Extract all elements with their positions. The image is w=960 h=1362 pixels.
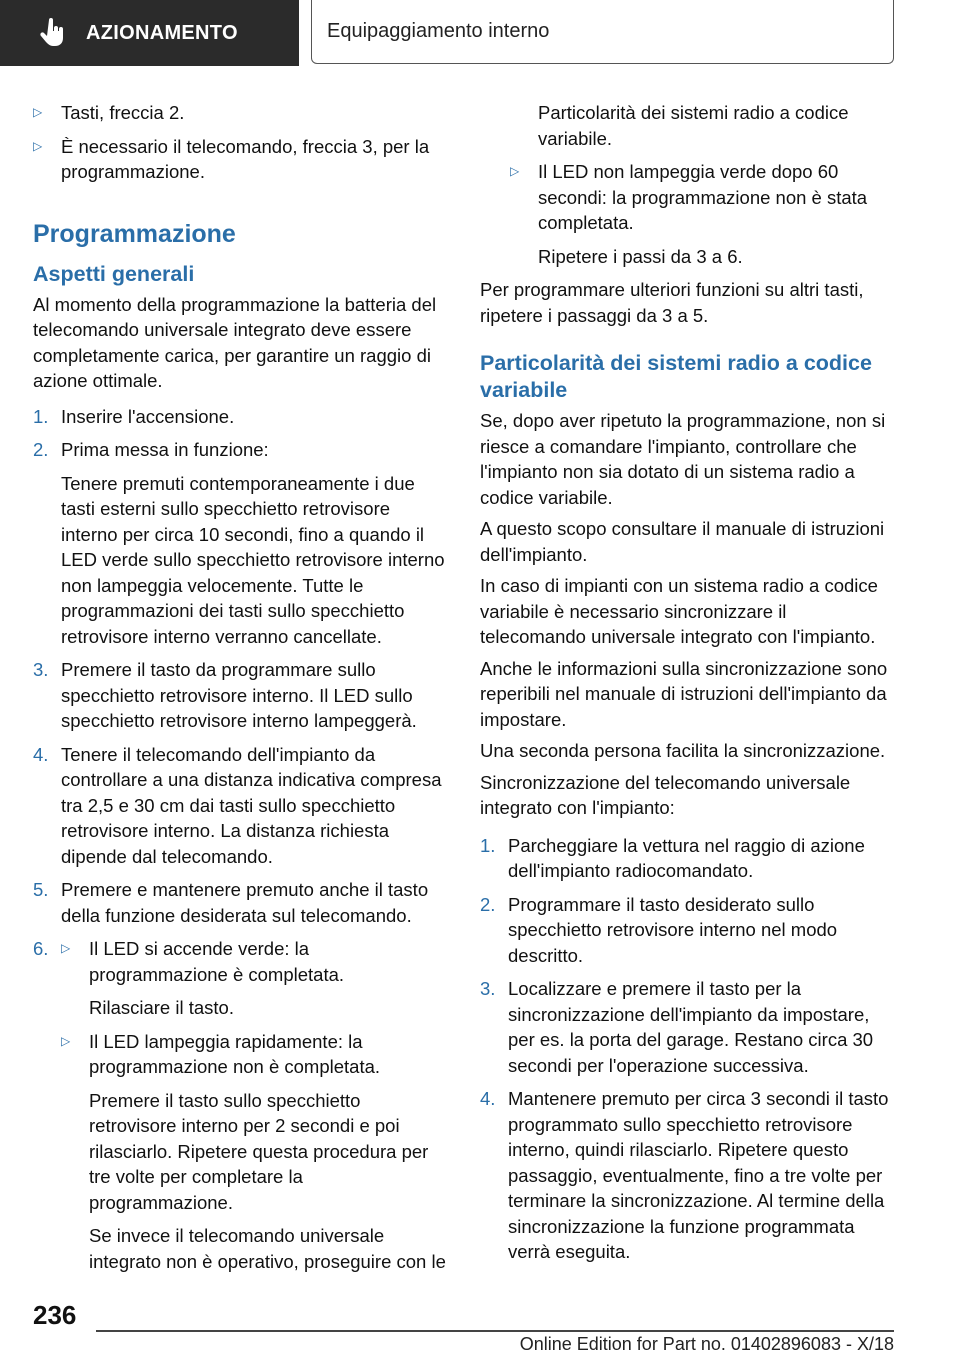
chapter-title: Equipaggiamento interno <box>327 20 550 42</box>
step-text: Mantenere premuto per circa 3 secondi il tasto programmato sullo specchietto retrovisore interno, quindi rilasciarlo. Ripetere questo passaggio, eventualmente, fino a tre volte per terminare la sincronizzazione. Al termine della sincronizzazione la funzione programmata verrà eseguita. <box>508 1088 889 1262</box>
step-text: Programmare il tasto desiderato sullo specchietto retrovisore interno nel modo descritto. <box>508 893 838 966</box>
list-item <box>33 936 449 1282</box>
paragraph: Al momento della programmazione la batteria del telecomando universale integrato deve essere completamente carica, per garantire un raggio di azione ottimale. <box>33 293 437 391</box>
list-item <box>33 100 449 126</box>
step-number: 1. <box>480 834 496 856</box>
list-item <box>480 976 896 1078</box>
step-number: 2. <box>33 439 49 460</box>
step-number: 3. <box>33 659 49 680</box>
list-item <box>510 159 896 269</box>
chapter-box <box>311 0 894 64</box>
footer-divider <box>96 1330 894 1332</box>
list-item <box>33 437 449 649</box>
step-number: 4. <box>33 743 49 765</box>
paragraph: Anche le informazioni sulla sincronizzazione sono reperibili nel manuale di istruzioni dell'impianto da impostare. <box>480 657 888 730</box>
subsection-heading: Particolarità dei sistemi radio a codice variabile <box>480 351 872 402</box>
paragraph: Sincronizzazione del telecomando universale integrato con l'impianto: <box>480 771 851 818</box>
list-item <box>480 1086 896 1265</box>
triangle-bullet-icon: ▷ <box>61 941 71 955</box>
triangle-bullet-icon: ▷ <box>33 138 43 153</box>
bullet-subtext: Rilasciare il tasto. <box>89 997 234 1018</box>
left-column <box>33 100 449 1290</box>
bullet-subtext: Se invece il telecomando universale integrato non è operativo, proseguire con le <box>89 1225 446 1272</box>
step-number: 2. <box>480 893 496 915</box>
list-item <box>480 833 896 884</box>
list-item <box>480 892 896 969</box>
bullet-subtext: Ripetere i passi da 3 a 6. <box>538 245 743 267</box>
triangle-bullet-icon: ▷ <box>33 105 43 119</box>
step-number: 5. <box>33 879 49 900</box>
paragraph: Se, dopo aver ripetuto la programmazione, non si riesce a comandare l'impianto, controllare che l'impianto non sia dotato di un sistema radio a codice variabile. <box>480 410 886 508</box>
bullet-text: Il LED lampeggia rapidamente: la programmazione non è completata. <box>89 1030 381 1077</box>
list-item <box>33 404 449 430</box>
section-heading: Programmazione <box>33 219 236 248</box>
triangle-bullet-icon: ▷ <box>61 1033 71 1048</box>
step-text: Parcheggiare la vettura nel raggio di azione dell'impianto radiocomandato. <box>508 834 865 881</box>
right-column <box>480 100 896 1273</box>
step-text: Tenere il telecomando dell'impianto da controllare a una distanza indicativa compresa tra 2,5 e 30 cm dai tasti sullo specchietto retrovisore interno. La distanza richiesta dipende dal telecomando. <box>61 743 442 867</box>
step-number: 1. <box>33 405 49 427</box>
page-number: 236 <box>33 1300 77 1330</box>
list-item <box>33 657 449 734</box>
list-item <box>33 742 449 870</box>
step-text: Prima messa in funzione: <box>61 439 269 460</box>
page-header <box>0 0 960 66</box>
bullet-subtext: Premere il tasto sullo specchietto retrovisore interno per 2 secondi e poi rilasciarlo. Ripetere questa procedura per tre volte per completare la programmazione. <box>89 1089 429 1213</box>
hand-pointer-icon <box>40 18 66 48</box>
paragraph: Una seconda persona facilita la sincronizzazione. <box>480 740 886 761</box>
bullet-text: È necessario il telecomando, freccia 3, per la programmazione. <box>61 135 430 182</box>
step-number: 3. <box>480 978 496 999</box>
bullet-text: Tasti, freccia 2. <box>61 102 185 123</box>
list-item <box>33 134 449 185</box>
bullet-text: Il LED si accende verde: la programmazione è completata. <box>89 938 345 985</box>
list-item <box>33 877 449 928</box>
step-number: 4. <box>480 1088 496 1109</box>
paragraph: A questo scopo consultare il manuale di istruzioni dell'impianto. <box>480 518 885 565</box>
paragraph: Per programmare ulteriori funzioni su altri tasti, ripetere i passaggi da 3 a 5. <box>480 279 864 326</box>
edition-note: Online Edition for Part no. 01402896083 - X/18 <box>519 1334 894 1354</box>
step-text: Premere e mantenere premuto anche il tasto della funzione desiderata sul telecomando. <box>61 879 429 926</box>
subsection-heading: Aspetti generali <box>33 261 195 286</box>
section-title: AZIONAMENTO <box>86 21 238 44</box>
list-item <box>61 1029 449 1275</box>
step-text: Premere il tasto da programmare sullo specchietto retrovisore interno. Il LED sullo specchietto retrovisore interno lampeggerà. <box>61 659 417 731</box>
triangle-bullet-icon: ▷ <box>510 164 520 178</box>
step-subtext: Tenere premuti contemporaneamente i due tasti esterni sullo specchietto retrovisore interno per circa 10 secondi, fino a quando il LED verde sullo specchietto retrovisore interno non lampeggia velocemente. Tutte le programmazioni dei tasti sullo specchietto retrovisore interno verranno cancellate. <box>61 472 445 647</box>
list-item <box>61 936 449 1021</box>
step-number: 6. <box>33 938 49 959</box>
section-tab <box>0 0 299 66</box>
bullet-text: Il LED non lampeggia verde dopo 60 secondi: la programmazione non è stata completata. <box>538 161 868 233</box>
continued-text: Particolarità dei sistemi radio a codice variabile. <box>538 102 849 149</box>
paragraph: In caso di impianti con un sistema radio a codice variabile è necessario sincronizzare il telecomando universale integrato con l'impianto. <box>480 575 878 647</box>
step-text: Inserire l'accensione. <box>61 405 235 427</box>
step-text: Localizzare e premere il tasto per la sincronizzazione dell'impianto da impostare, per es. la porta del garage. Restano circa 30 secondi per l'operazione successiva. <box>508 978 874 1076</box>
